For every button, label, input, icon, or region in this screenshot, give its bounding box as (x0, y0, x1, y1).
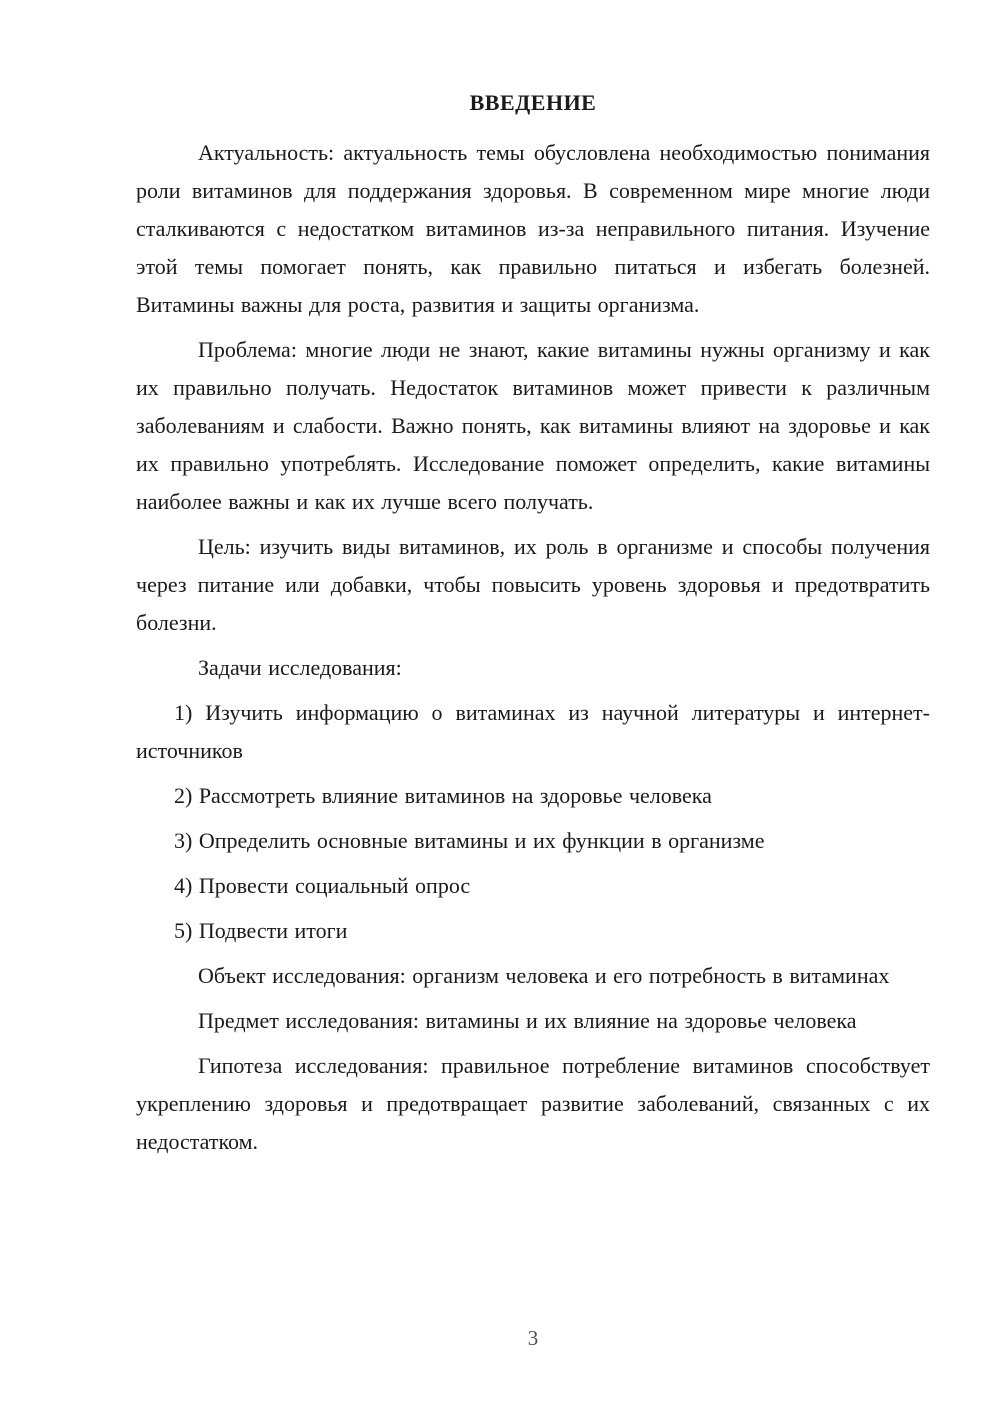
paragraph: Актуальность: актуальность темы обусловлена необходимостью понимания роли витаминов для поддержания здоровья. В современном мире многие люди сталкиваются с недостатком витаминов из-за неправильного питания. Изучение этой темы помогает понять, как правильно питаться и избегать болезней. Витамины важны для роста, развития и защиты организма. (136, 140, 930, 317)
task-list-item: 2) Рассмотреть влияние витаминов на здоровье человека (174, 783, 712, 808)
paragraph: Цель: изучить виды витаминов, их роль в организме и способы получения через питание или добавки, чтобы повысить уровень здоровья и предотвратить болезни. (136, 534, 930, 635)
page-number: 3 (527, 1326, 539, 1350)
task-list-item: 4) Провести социальный опрос (174, 873, 471, 898)
paragraph: Задачи исследования: (198, 655, 402, 680)
document-body (136, 134, 930, 1161)
paragraph: Проблема: многие люди не знают, какие витамины нужны организму и как их правильно получать. Недостаток витаминов может привести к различным заболеваниям и слабости. Важно понять, как витамины влияют на здоровье и как их правильно употреблять. Исследование поможет определить, какие витамины наиболее важны и как их лучше всего получать. (136, 337, 930, 514)
paragraph: Объект исследования: организм человека и его потребность в витаминах (198, 963, 890, 988)
page-title: ВВЕДЕНИЕ (469, 90, 597, 115)
paragraph: Предмет исследования: витамины и их влияние на здоровье человека (198, 1008, 857, 1033)
task-list-item: 3) Определить основные витамины и их функции в организме (174, 828, 765, 853)
task-list-item: 5) Подвести итоги (174, 918, 348, 943)
task-list-item: 1) Изучить информацию о витаминах из научной литературы и интернет-источников (136, 700, 930, 763)
paragraph: Гипотеза исследования: правильное потребление витаминов способствует укреплению здоровья и предотвращает развитие заболеваний, связанных с их недостатком. (136, 1053, 930, 1154)
